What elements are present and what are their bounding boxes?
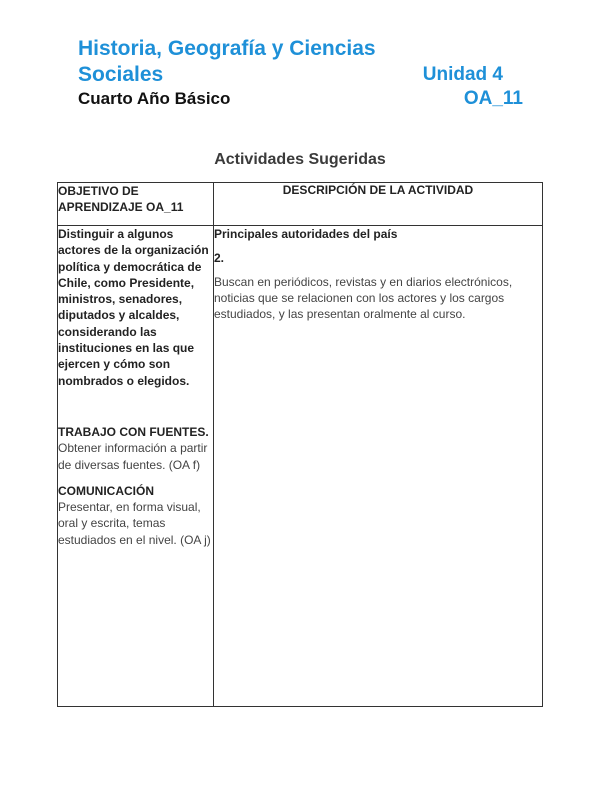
table-row xyxy=(58,226,543,707)
description-column-header: DESCRIPCIÓN DE LA ACTIVIDAD xyxy=(214,183,543,226)
title-row-2 xyxy=(78,62,523,88)
objective-cell xyxy=(58,226,214,707)
document-header xyxy=(78,36,523,111)
activity-title: Principales autoridades del país xyxy=(214,227,398,241)
objective-column-header: OBJETIVO DE APRENDIZAJE OA_11 xyxy=(58,183,214,226)
subject-title-line1: Historia, Geografía y Ciencias xyxy=(78,37,376,60)
skill-sources-text: Obtener información a partir de diversas fuentes. (OA f) xyxy=(58,441,208,472)
activities-table xyxy=(57,182,543,707)
unit-label: Unidad 4 xyxy=(422,64,503,85)
skill-communication xyxy=(58,483,213,548)
title-row-3 xyxy=(78,89,523,111)
subject-title-line2: Sociales xyxy=(78,63,164,86)
grade-label: Cuarto Año Básico xyxy=(78,89,231,108)
skill-communication-text: Presentar, en forma visual, oral y escrita, temas estudiados en el nivel. (OA j) xyxy=(58,500,211,547)
table-header-row xyxy=(58,183,543,226)
skill-communication-title: COMUNICACIÓN xyxy=(58,483,154,498)
section-title: Actividades Sugeridas xyxy=(214,151,386,168)
skill-sources xyxy=(58,424,213,473)
activity-description: Buscan en periódicos, revistas y en diarios electrónicos, noticias que se relacionen con los actores y los cargos estudiados, y las presentan oralmente al curso. xyxy=(214,275,513,321)
skill-sources-title: TRABAJO CON FUENTES. xyxy=(58,424,209,439)
oa-label: OA_11 xyxy=(463,88,523,109)
description-cell xyxy=(214,226,543,707)
activity-number: 2. xyxy=(214,251,225,265)
objective-text: Distinguir a algunos actores de la organización política y democrática de Chile, como Presidente, ministros, senadores, diputados y alcaldes, considerando las instituciones en las que ejercen y cómo son nombrados o elegidos. xyxy=(58,227,209,388)
